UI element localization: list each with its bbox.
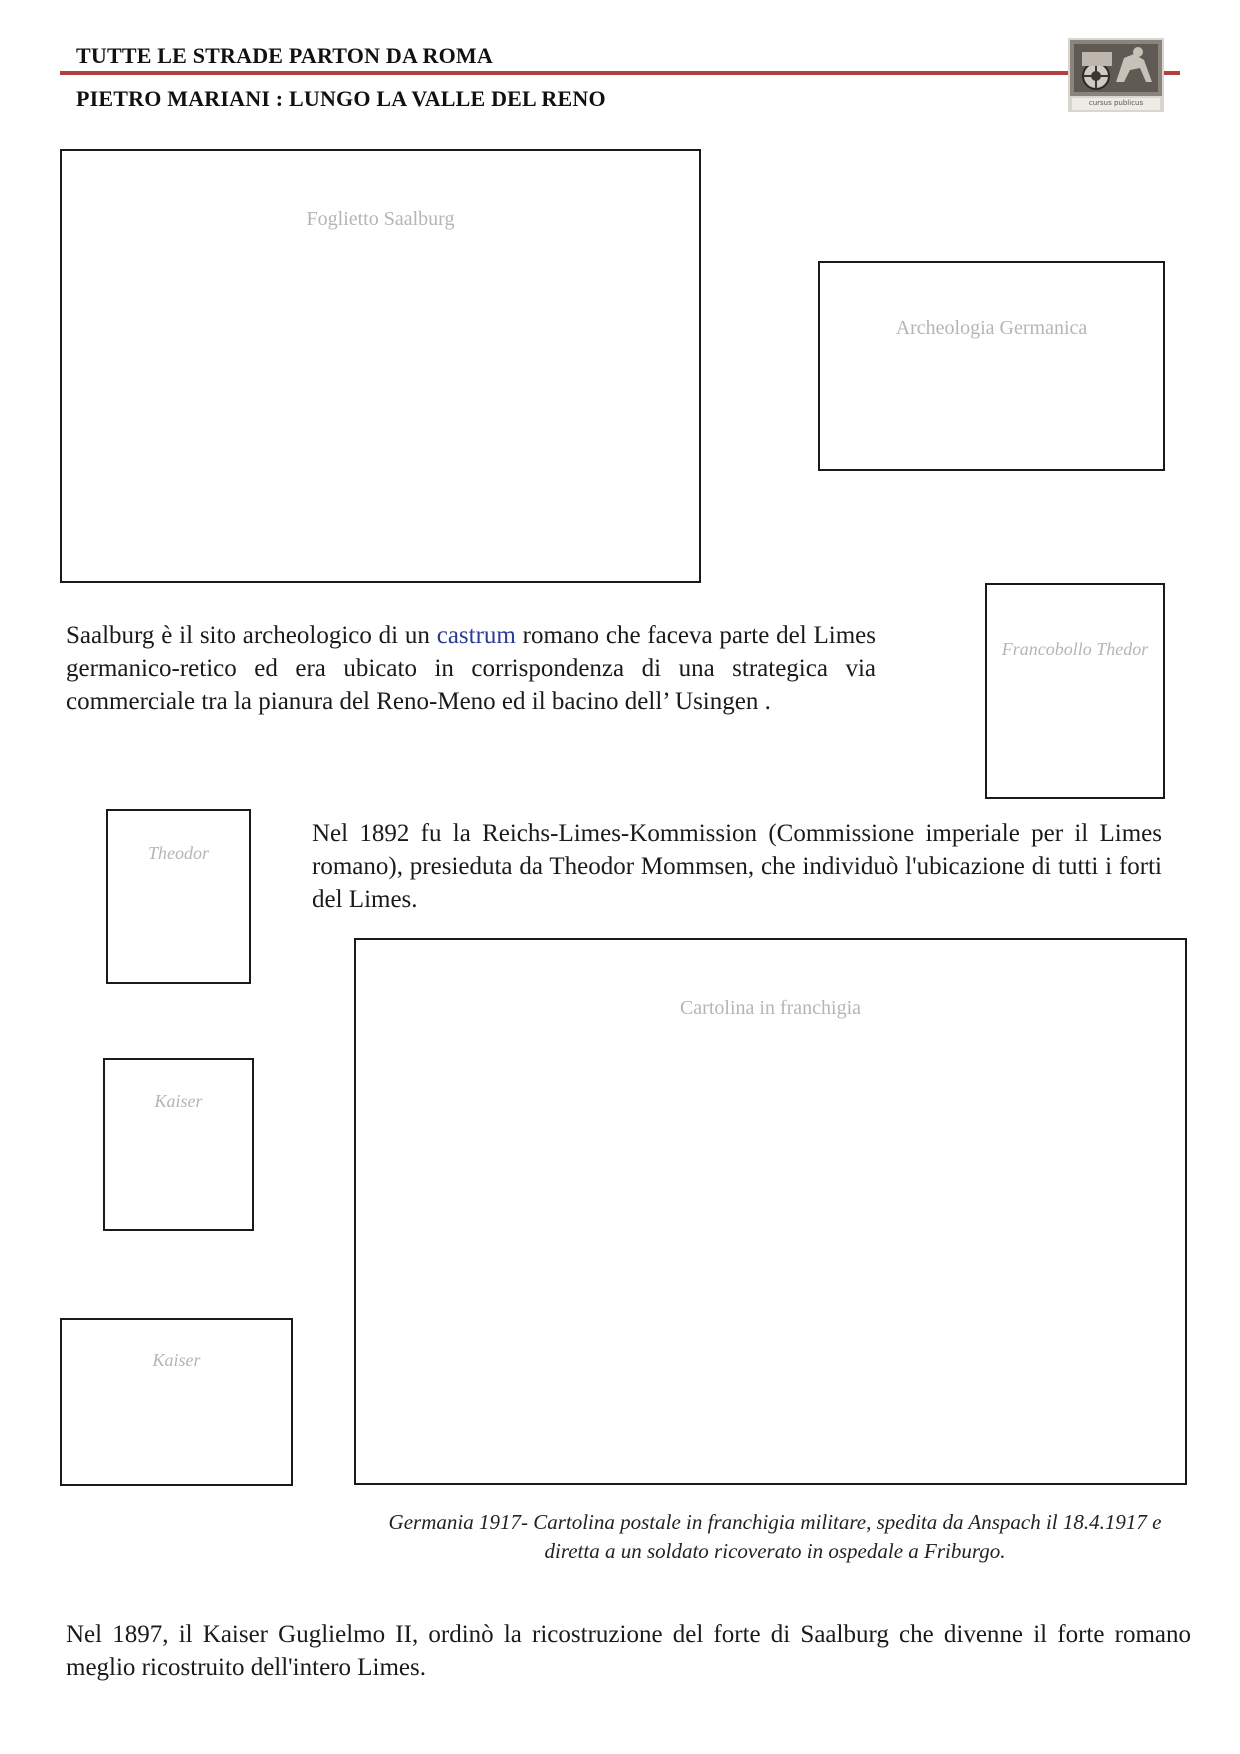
image-label: Archeologia Germanica <box>895 317 1088 339</box>
image-label: Theodor <box>147 843 209 863</box>
image-francobollo-thedor <box>985 583 1165 799</box>
cursus-publicus-logo <box>1068 38 1164 112</box>
image-kaiser-2 <box>60 1318 293 1486</box>
image-theodor <box>106 809 251 984</box>
header-title: TUTTE LE STRADE PARTON DA ROMA <box>76 43 493 68</box>
image-foglietto-saalburg <box>60 149 701 583</box>
paragraph-text: romano che faceva parte del Limes germanico-retico ed era ubicato in corrispondenza di una strategica via commerciale tra la pianura del Reno-Meno ed il bacino dell’ Usingen . <box>66 622 876 715</box>
image-label: Cartolina in franchigia <box>679 997 862 1019</box>
paragraph-saalburg-intro <box>66 619 876 718</box>
paragraph-kaiser-reconstruction: Nel 1897, il Kaiser Guglielmo II, ordinò la ricostruzione del forte di Saalburg che divenne il forte romano meglio ricostruito dell'intero Limes. <box>66 1621 1191 1681</box>
image-kaiser-1 <box>103 1058 254 1231</box>
image-cartolina-franchigia <box>354 938 1187 1485</box>
castrum-link[interactable]: castrum <box>436 622 516 649</box>
logo-caption: cursus publicus <box>1088 99 1144 107</box>
header-rule <box>60 71 1180 75</box>
caption-line-1: Germania 1917- Cartolina postale in franchigia militare, spedita da Anspach il 18.4.1917 e <box>388 1510 1162 1534</box>
image-label: Kaiser <box>154 1091 203 1111</box>
paragraph-limes-kommission: Nel 1892 fu la Reichs-Limes-Kommission (Commissione imperiale per il Limes romano), presieduta da Theodor Mommsen, che individuò l'ubicazione di tutti i forti del Limes. <box>312 820 1162 913</box>
cartolina-caption <box>360 1508 1190 1566</box>
image-label: Foglietto Saalburg <box>306 208 455 230</box>
caption-line-2: diretta a un soldato ricoverato in ospedale a Friburgo. <box>544 1539 1006 1563</box>
image-label: Kaiser <box>152 1350 201 1370</box>
image-label: Francobollo Thedor <box>1001 639 1149 659</box>
paragraph-text: Saalburg è il sito archeologico di un <box>66 622 437 649</box>
image-archeologia-germanica <box>818 261 1165 471</box>
header-subtitle: PIETRO MARIANI : LUNGO LA VALLE DEL RENO <box>76 86 606 111</box>
